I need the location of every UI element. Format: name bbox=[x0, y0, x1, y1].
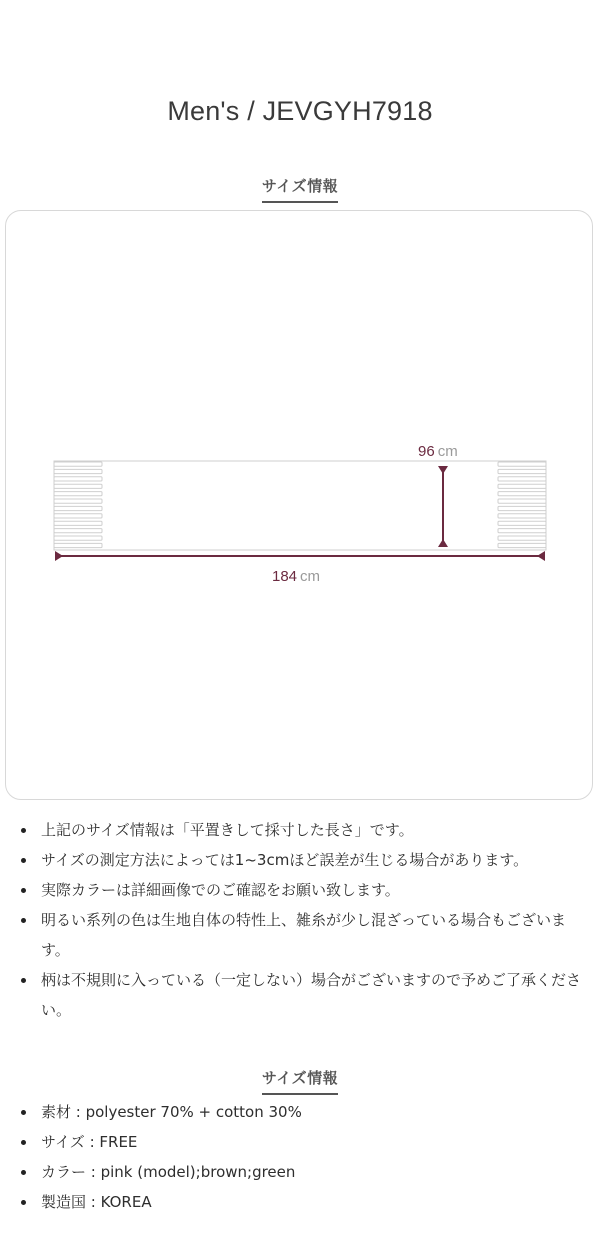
size-note-item: 明るい系列の色は生地自体の特性上、雑糸が少し混ざっている場合もございます。 bbox=[0, 905, 600, 965]
length-value: 184 bbox=[272, 568, 298, 585]
fringe-strand bbox=[54, 514, 102, 518]
length-arrow bbox=[55, 551, 545, 561]
fringe-strand bbox=[498, 484, 546, 488]
fringe-strand bbox=[54, 536, 102, 540]
fringe-strand bbox=[54, 477, 102, 481]
length-measure-label bbox=[272, 568, 320, 585]
spec-info-heading bbox=[0, 1067, 600, 1095]
size-note-item: 上記のサイズ情報は「平置きして採寸した長さ」です。 bbox=[0, 815, 600, 845]
fringe-strand bbox=[498, 462, 546, 466]
spec-item-origin: 製造国 : KOREA bbox=[0, 1187, 600, 1217]
width-arrow bbox=[438, 466, 448, 547]
width-unit: cm bbox=[437, 443, 458, 460]
spec-item-material: 素材 : polyester 70% + cotton 30% bbox=[0, 1097, 600, 1127]
fringe-strand bbox=[498, 536, 546, 540]
fringe-strand bbox=[54, 521, 102, 525]
fringe-strand bbox=[54, 462, 102, 466]
scarf-fringe-right bbox=[498, 462, 546, 548]
size-notes-list bbox=[0, 815, 600, 1025]
size-note-item: 実際カラーは詳細画像でのご確認をお願い致します。 bbox=[0, 875, 600, 905]
scarf-fringe-left bbox=[54, 462, 102, 548]
size-info-heading-text: サイズ情報 bbox=[262, 175, 338, 203]
scarf-outline bbox=[54, 461, 546, 550]
spec-item-size: サイズ : FREE bbox=[0, 1127, 600, 1157]
fringe-strand bbox=[498, 477, 546, 481]
length-unit: cm bbox=[300, 568, 321, 585]
fringe-strand bbox=[498, 521, 546, 525]
width-measure-label bbox=[418, 443, 458, 460]
fringe-strand bbox=[498, 506, 546, 510]
fringe-strand bbox=[498, 514, 546, 518]
fringe-strand bbox=[54, 529, 102, 533]
width-value: 96 bbox=[418, 443, 435, 460]
spec-info-heading-text: サイズ情報 bbox=[262, 1067, 338, 1095]
fringe-strand bbox=[54, 469, 102, 473]
size-note-item: サイズの測定方法によっては1~3cmほど誤差が生じる場合があります。 bbox=[0, 845, 600, 875]
fringe-strand bbox=[54, 499, 102, 503]
spec-item-color: カラー : pink (model);brown;green bbox=[0, 1157, 600, 1187]
fringe-strand bbox=[498, 469, 546, 473]
spec-list bbox=[0, 1097, 600, 1217]
fringe-strand bbox=[498, 529, 546, 533]
fringe-strand bbox=[54, 484, 102, 488]
product-title: Men's / JEVGYH7918 bbox=[167, 96, 433, 126]
fringe-strand bbox=[498, 543, 546, 547]
fringe-strand bbox=[54, 492, 102, 496]
size-note-item: 柄は不規則に入っている（一定しない）場合がございますので予めご了承ください。 bbox=[0, 965, 600, 1025]
fringe-strand bbox=[54, 506, 102, 510]
fringe-strand bbox=[498, 499, 546, 503]
fringe-strand bbox=[498, 492, 546, 496]
fringe-strand bbox=[54, 543, 102, 547]
